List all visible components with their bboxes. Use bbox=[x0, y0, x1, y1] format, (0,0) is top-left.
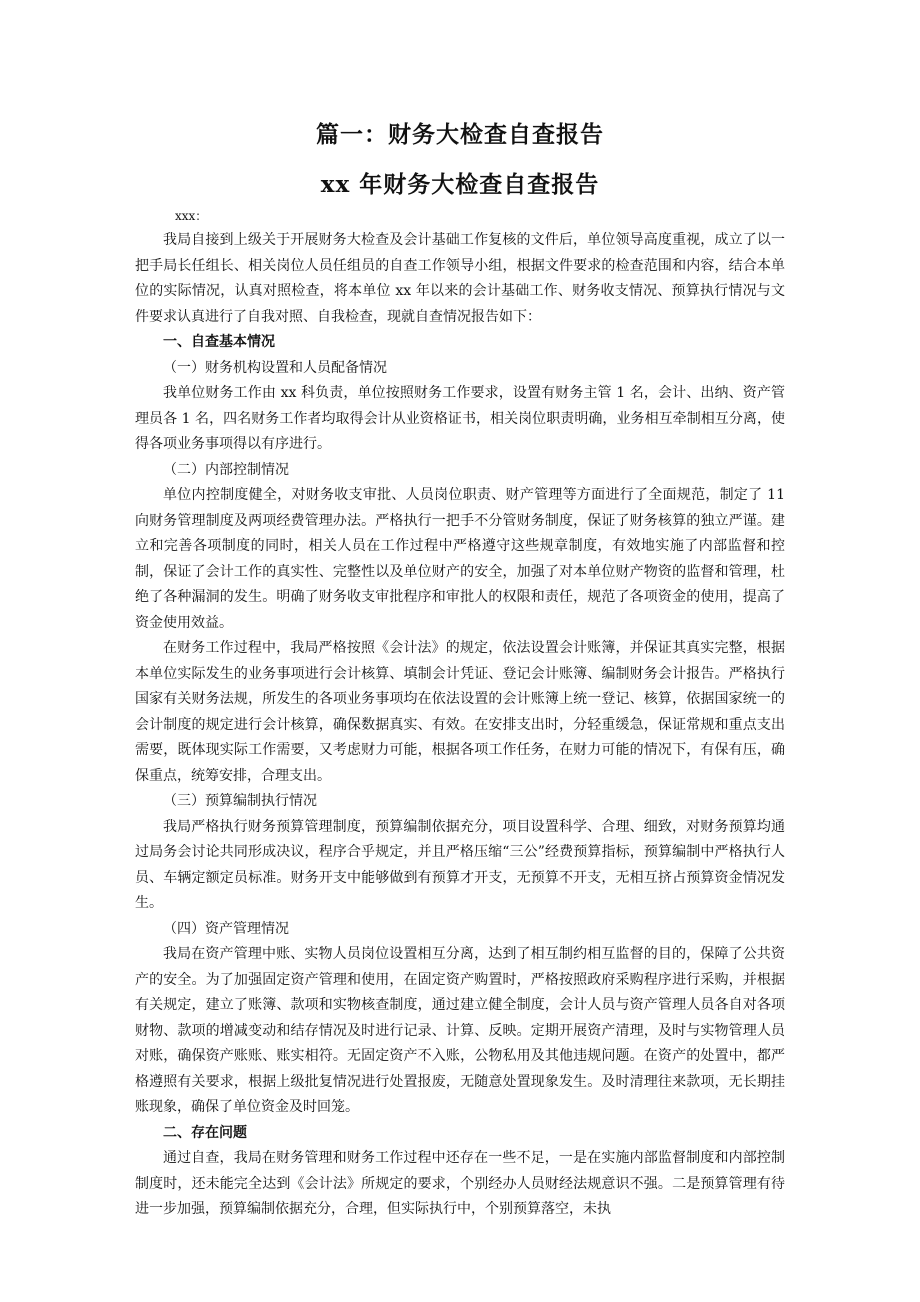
paragraph-problems: 通过自查，我局在财务管理和财务工作过程中还存在一些不足，一是在实施内部监督制度和内部控制制度时，还未能完全达到《会计法》所规定的要求，个别经办人员财经法规意识不强。二是预算管理有待进一步加强，预算编制依据充分，合理，但实际执行中，个别预算落空，未执 bbox=[135, 1150, 785, 1217]
subsection-heading-finance-org: （一）财务机构设置和人员配备情况 bbox=[163, 359, 387, 376]
paragraph-internal-control-2: 在财务工作过程中，我局严格按照《会计法》的规定，依法设置会计账簿，并保证其真实完整，根据本单位实际发生的业务事项进行会计核算、填制会计凭证、登记会计账簿、编制财务会计报告。严格执行国家有关财务法规，所发生的各项业务事项均在依法设置的会计账簿上统一登记、核算，依据国家统一的会计制度的规定进行会计核算，确保数据真实、有效。在安排支出时，分轻重缓急，保证常规和重点支出需要，既体现实际工作需要，又考虑财力可能，根据各项工作任务，在财力可能的情况下，有保有压，确保重点，统筹安排，合理支出。 bbox=[135, 640, 785, 784]
paragraph-budget: 我局严格执行财务预算管理制度，预算编制依据充分，项目设置科学、合理、细致，对财务预算均通过局务会讨论共同形成决议，程序合乎规定，并且严格压缩“三公”经费预算指标，预算编制中严格执行人员、车辆定额定员标准。财务开支中能够做到有预算才开支，无预算不开支，无相互挤占预算资金情况发生。 bbox=[135, 818, 785, 911]
subsection-heading-assets: （四）资产管理情况 bbox=[163, 920, 289, 937]
paragraph-assets: 我局在资产管理中账、实物人员岗位设置相互分离，达到了相互制约相互监督的目的，保障了公共资产的安全。为了加强固定资产管理和使用，在固定资产购置时，严格按照政府采购程序进行采购，并根据有关规定，建立了账簿、款项和实物核查制度，通过建立健全制度，会计人员与资产管理人员各自对各项财物、款项的增减变动和结存情况及时进行记录、计算、反映。定期开展资产清理，及时与实物管理人员对账，确保资产账账、账实相符。无固定资产不入账，公物私用及其他违规问题。在资产的处置中，都严格遵照有关要求，根据上级批复情况进行处置报废，无随意处置现象发生。及时清理往来款项，无长期挂账现象，确保了单位资金及时回笼。 bbox=[135, 946, 785, 1115]
paragraph-finance-org: 我单位财务工作由 xx 科负责，单位按照财务工作要求，设置有财务主管 1 名，会计、出纳、资产管理员各 1 名，四名财务工作者均取得会计从业资格证书，相关岗位职责明确，业务相互牵制相互分离，使得各项业务事项得以有序进行。 bbox=[135, 385, 785, 452]
section-heading-self-check: 一、自查基本情况 bbox=[163, 334, 275, 350]
document-title: 篇一：财务大检查自查报告 bbox=[316, 121, 604, 148]
document-page bbox=[135, 118, 785, 1223]
subsection-heading-internal-control: （二）内部控制情况 bbox=[163, 461, 289, 478]
salutation: xxx： bbox=[175, 209, 208, 223]
report-title: xx 年财务大检查自查报告 bbox=[320, 171, 600, 198]
paragraph-internal-control-1: 单位内控制度健全，对财务收支审批、人员岗位职责、财产管理等方面进行了全面规范，制定了 11 向财务管理制度及两项经费管理办法。严格执行一把手不分管财务制度，保证了财务核算的独立严谨。建立和完善各项制度的同时，相关人员在工作过程中严格遵守这些规章制度，有效地实施了内部监督和控制，保证了会计工作的真实性、完整性以及单位财产的安全，加强了对本单位财产物资的监督和管理，杜绝了各种漏洞的发生。明确了财务收支审批程序和审批人的权限和责任，规范了各项资金的使用，提高了资金使用效益。 bbox=[135, 487, 785, 631]
section-heading-problems: 二、存在问题 bbox=[163, 1124, 247, 1141]
subsection-heading-budget: （三）预算编制执行情况 bbox=[163, 793, 317, 809]
intro-paragraph: 我局自接到上级关于开展财务大检查及会计基础工作复核的文件后，单位领导高度重视，成立了以一把手局长任组长、相关岗位人员任组员的自查工作领导小组，根据文件要求的检查范围和内容，结合本单位的实际情况，认真对照检查，将本单位 xx 年以来的会计基础工作、财务收支情况、预算执行情况与文件要求认真进行了自我对照、自我检查，现就自查情况报告如下： bbox=[135, 232, 785, 325]
